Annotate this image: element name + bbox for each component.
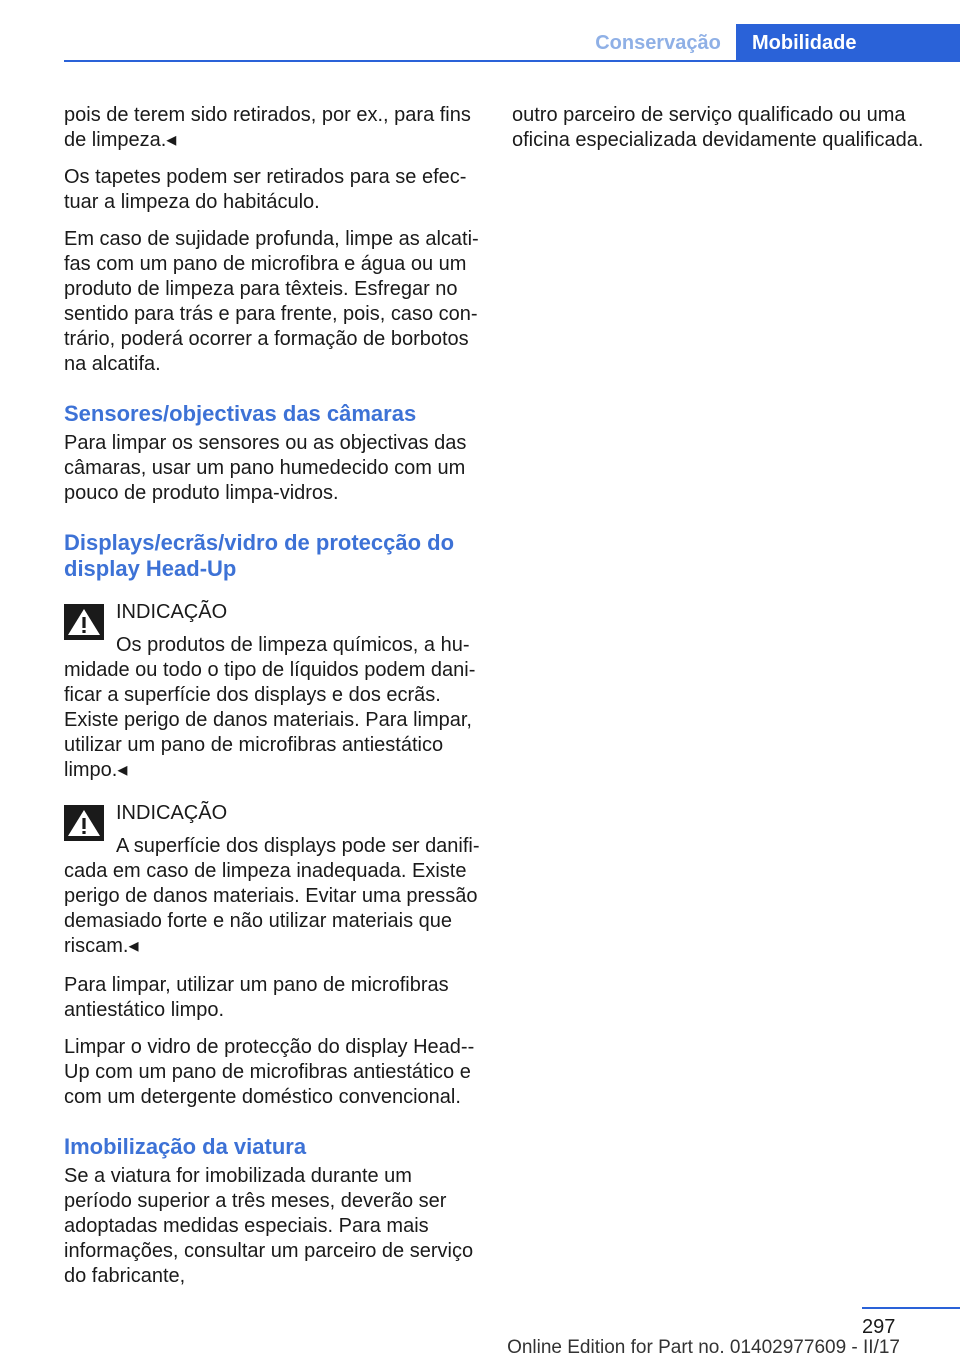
- heading-displays: Displays/ecrãs/vidro de protecção do display Head-Up: [64, 530, 455, 581]
- right-column: [512, 103, 928, 165]
- heading-sensores: Sensores/objectivas das câmaras: [64, 401, 417, 426]
- warning-triangle-icon: [64, 604, 104, 640]
- left-column: [64, 103, 480, 1301]
- footer-rule: [862, 1307, 960, 1309]
- paragraph-limpar-1: Para limpar, utilizar um pano de microfibras antiestático limpo.: [64, 974, 449, 1021]
- paragraph-intro: pois de terem sido retirados, por ex., para fins de limpeza.◂: [64, 104, 471, 151]
- paragraph-tapetes: Os tapetes podem ser retirados para se efectuar a limpeza do habitáculo.: [64, 166, 467, 213]
- paragraph-sujidade: Em caso de sujidade profunda, limpe as alcatifas com um pano de microfibra e água ou um produto de limpeza para têxteis. Esfregar no sentido para trás e para frente, pois, caso contrário, poderá ocorrer a formação de borbotos na alcatifa.: [64, 228, 479, 375]
- warning-triangle-icon: [64, 805, 104, 841]
- paragraph-imobilizacao: Se a viatura for imobilizada durante um período superior a três meses, deverão ser adoptadas medidas especiais. Para mais informações, consultar um parceiro de serviço do fabricante,: [64, 1165, 474, 1287]
- paragraph-sensores: Para limpar os sensores ou as objectivas das câmaras, usar um pano humedecido com um pouco de produto limpa-vidros.: [64, 432, 467, 504]
- heading-imobilizacao: Imobilização da viatura: [64, 1134, 307, 1159]
- page-number: 297: [862, 1316, 896, 1338]
- paragraph-continuation: outro parceiro de serviço qualificado ou uma oficina especializada devidamente qualificada.: [512, 104, 924, 151]
- warning-note-1: [64, 600, 480, 783]
- paragraph-limpar-2: Limpar o vidro de protecção do display Head-Up com um pano de microfibras antiestático e com um detergente doméstico convencional.: [64, 1036, 475, 1108]
- note-2-body: A superfície dos displays pode ser danificada em caso de limpeza inadequada. Existe perigo de danos materiais. Evitar uma pressão demasiado forte e não utilizar materiais que riscam.◂: [64, 835, 480, 957]
- tab-mobilidade[interactable]: Mobilidade: [736, 24, 960, 62]
- warning-note-2: [64, 801, 480, 959]
- note-1-title: INDICAÇÃO: [116, 601, 228, 623]
- edition-footer: Online Edition for Part no. 01402977609 - II/17: [507, 1337, 900, 1358]
- note-1-body: Os produtos de limpeza químicos, a humidade ou todo o tipo de líquidos podem danificar a superfície dos displays e dos ecrãs. Existe perigo de danos materiais. Para limpar, utilizar um pano de microfibras antiestático limpo.◂: [64, 634, 476, 781]
- tab-conservacao[interactable]: Conservação: [595, 32, 721, 54]
- note-2-title: INDICAÇÃO: [116, 802, 228, 824]
